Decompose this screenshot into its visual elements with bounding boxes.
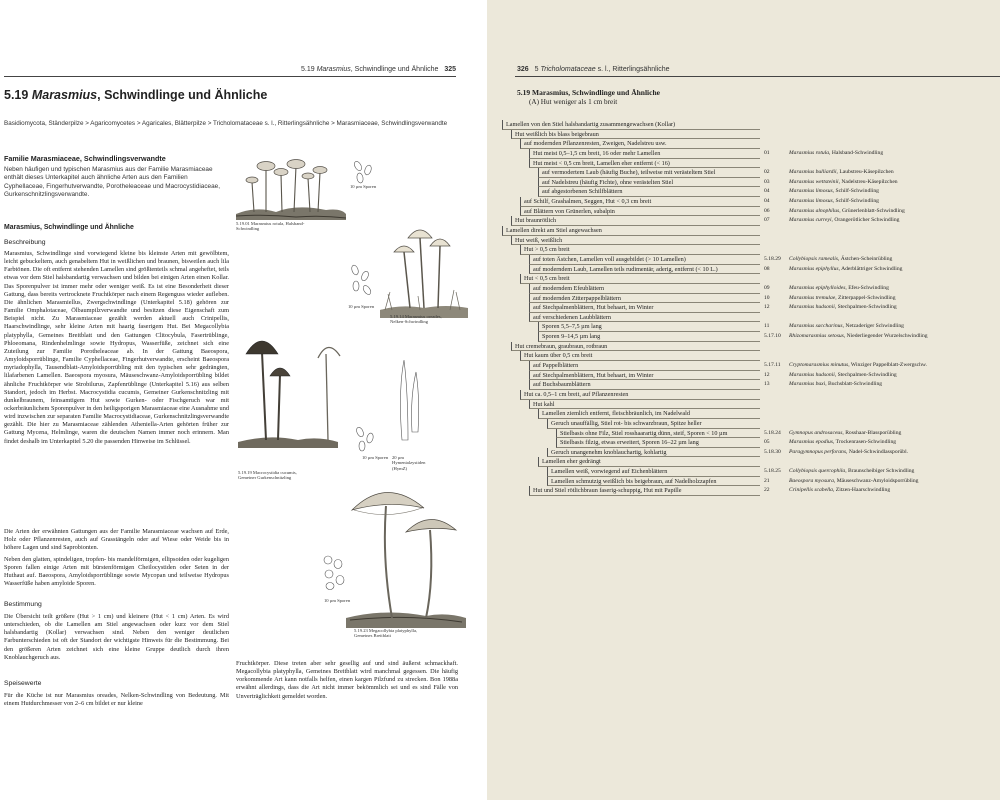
key-row [502,149,982,159]
key-result-number: 10 [764,294,770,301]
cystidia-fig-3 [394,352,424,442]
right-page [487,0,1000,800]
key-lead: Sporen 5,5–7,5 µm lang [538,322,760,332]
key-row [502,120,982,130]
key-row [502,419,982,429]
running-head-right: 326 5 Tricholomataceae s. l., Ritterlingsähnliche [517,66,670,73]
key-lead: Sporen 9–14,5 µm lang [538,332,760,342]
key-row [502,380,982,390]
macrocystidia-cucumis-illustration [238,330,348,450]
key-title: 5.19 Marasmius, Schwindlinge und Ähnliche [517,88,660,97]
key-lead: Hut weißlich bis blass beigebraun [511,130,760,140]
key-row [502,429,982,439]
key-lead: Stielbasis ohne Filz, Stiel rosshaarartig dünn, steif, Sporen < 10 µm [556,429,760,439]
key-result-number: 07 [764,217,770,224]
key-result-species: Marasmius wettsteinii, Nadelstreu-Käsepilzchen [789,178,898,185]
key-lead: auf moderndem Efeublättern [529,284,760,294]
key-row [502,448,982,458]
spores-fig-4 [320,552,350,592]
key-row [502,371,982,381]
marasmius-oreades-illustration [380,212,468,320]
key-row [502,216,982,226]
key-row [502,274,982,284]
key-result-number: 5.18.25 [764,468,781,475]
key-result-number: 08 [764,265,770,272]
key-result-species: Marasmius alnophilus, Grünerlenblatt-Schwindling [789,207,905,214]
beschreibung-text-2: Die Arten der erwähnten Gattungen aus der Familie Marasmiaceae wachsen auf Erde, Holz oder Pflanzenresten, auch auf Grasstängeln oder auf Wiese oder Weide bis in höhere Lagen und sind Saprobionten. [4,528,229,552]
key-row [502,322,982,332]
key-row [502,139,982,149]
key-result-number: 5.17.11 [764,362,781,369]
key-lead: auf verschiedenen Laubblättern [529,313,760,323]
left-page [0,0,487,800]
key-lead: Geruch unauffällig, Stiel rot- bis schwarzbraun, Spitze heller [547,419,760,429]
key-lead: Lamellen von den Stiel halsbandartig zusammengewachsen (Kollar) [502,120,760,130]
key-lead: auf vermodertem Laub (häufig Buche), teilweise mit verästeltem Stiel [538,168,760,178]
speisewerte-continued: Fruchtkörper. Diese treten aber sehr gesellig auf und sind äußerst schmackhaft. Megacollybia platyphylla, Gemeines Breitblatt wird manchmal gegessen. Die häufig vorkommende Art kann notfalls helfen, einen kargen Pilzfund zu strecken. Bon 1988a erwähnt allerdings, dass die Art nicht immer bekömmlich sei und es sind Fälle von Unverträglichkeit gemeldet worden. [236,660,458,700]
key-lead: auf Buchsbaumblättern [529,380,760,390]
key-row [502,178,982,188]
caption-fig-3-hymenial: 20 µm Hymenialzystiden (HymZ) [392,455,426,471]
key-lead: auf Stechpalmenblättern, Hut behaart, im Winter [529,371,760,381]
key-lead: auf moderndem Laub, Lamellen teils rudimentär, aderig, entfernt (< 10 L.) [529,265,760,275]
key-result-number: 02 [764,169,770,176]
key-result-number: 22 [764,487,770,494]
key-result-number: 06 [764,207,770,214]
key-row [502,187,982,197]
key-lead: Hut kaum über 0,5 cm breit [520,351,760,361]
key-result-number: 05 [764,439,770,446]
key-row [502,207,982,217]
key-result-number: 21 [764,477,770,484]
key-row [502,245,982,255]
genus-heading: Marasmius, Schwindlinge und Ähnliche [4,224,134,231]
header-rule-right [515,76,1000,77]
taxonomy-line: Basidiomycota, Ständerpilze > Agaricomycetes > Agaricales, Blätterpilze > Tricholomataceae s. l., Ritterlingsähnliche > Marasmiaceae, Schwindlingsverwandte [4,120,448,127]
key-result-species: Marasmius buxi, Buchsblatt-Schwindling [789,381,883,388]
key-lead: auf Nadelstreu (häufig Fichte), ohne verästelten Stiel [538,178,760,188]
key-result-species: Paragymnopus perforans, Nadel-Schwindlassporübl. [789,448,909,455]
key-lead: Hut meist < 0,5 cm breit, Lamellen eher entfernt (< 16) [529,159,760,169]
key-result-species: Marasmius limosus, Schilf-Schwindling [789,188,879,195]
bestimmung-heading: Bestimmung [4,601,42,608]
key-result-number: 5.17.10 [764,333,781,340]
caption-fig-3-spores: 10 µm Sporen [362,455,389,460]
key-row [502,332,982,342]
beschreibung-text-3: Neben den glatten, spindeligen, tropfen- bis mandelförmigen, ellipsoiden oder kugeligen Sporen fallen einige Arten mit bürstenförmigen Cheilocystiden oder Seten in der Huthaut auf. Baeospora, Amyloidsporrüblinge sowie Mycopan und teilweise Hydropus Wasserfüße haben amyloide Sporen. [4,556,229,588]
caption-fig-4-spores: 10 µm Sporen [324,598,351,603]
key-lead: auf modernden Pflanzenresten, Zweigen, Nadelstreu usw. [520,139,760,149]
key-row [502,313,982,323]
key-row [502,226,982,236]
key-lead: Hut und Stiel rötlichbraun faserig-schuppig, Hut mit Papille [529,486,760,496]
key-result-species: Marasmius bulliardii, Laubstreu-Käsepilzchen [789,169,894,176]
key-row [502,351,982,361]
key-result-species: Collybiopsis quercophila, Braunscheibiger Schwindling [789,468,915,475]
key-row [502,265,982,275]
key-lead: Hut ca. 0,5–1 cm breit, auf Pflanzenresten [520,390,760,400]
key-lead: auf Pappelblättern [529,361,760,371]
key-result-species: Marasmius limosus, Schilf-Schwindling [789,198,879,205]
key-lead: auf Stechpalmenblättern, Hut behaart, im Winter [529,303,760,313]
key-row [502,477,982,487]
key-result-number: 12 [764,304,770,311]
key-row [502,457,982,467]
caption-fig-1: 5.19.01 Marasmius rotula, Halsband-Schwindling [236,221,305,232]
beschreibung-heading: Beschreibung [4,239,46,246]
family-heading: Familie Marasmiaceae, Schwindlingsverwandte [4,154,166,163]
key-row [502,168,982,178]
key-lead: Lamellen direkt am Stiel angewachsen [502,226,760,236]
key-subtitle: (A) Hut weniger als 1 cm breit [529,98,618,106]
key-result-species: Marasmius tremulae, Zitterpappel-Schwindling [789,294,896,301]
key-lead: Hut weiß, weißlich [511,236,760,246]
key-row [502,438,982,448]
spores-fig-3 [350,424,380,458]
key-row [502,409,982,419]
key-lead: auf abgestorbenen Schilfblättern [538,187,760,197]
key-lead: Hut < 0,5 cm breit [520,274,760,284]
key-row [502,159,982,169]
key-lead: Lamellen schmutzig weißlich bis beigebraun, auf Nadelholzzapfen [547,477,760,487]
key-result-species: Collybiopsis ramealis, Ästchen-Scheinrübling [789,255,893,262]
key-result-species: Marasmius epodius, Trockenrasen-Schwindling [789,439,897,446]
key-result-species: Marasmius saccharinus, Netzaderiger Schwindling [789,323,904,330]
caption-fig-3: 5.19.19 Macrocystidia cucumis, Gemeiner Gurkenschnitzling [238,470,297,481]
key-row [502,284,982,294]
key-result-species: Marasmius rotula, Halsband-Schwindling [789,149,884,156]
key-result-number: 5.18.29 [764,255,781,262]
key-row [502,467,982,477]
speisewerte-heading: Speisewerte [4,680,42,687]
key-row [502,197,982,207]
key-result-species: Cryptomarasmius minutus, Winziger Pappelblatt-Zwergschw. [789,362,927,369]
key-row [502,486,982,496]
key-result-number: 5.18.24 [764,429,781,436]
key-row [502,342,982,352]
caption-fig-2-spores: 10 µm Sporen [348,304,375,309]
key-lead: Hut kahl [529,400,760,410]
key-row [502,294,982,304]
family-text: Neben häufigen und typischen Marasmius aus der Familie Marasmiaceae enthält dieses Unterkapitel auch ähnliche Arten aus den Familien Cyphellaceae, Fingerhutverwandte, Porotheleaceae und Macrocystidiaceae, Gurkenschnitzlingsverwandte. [4,166,220,199]
key-result-species: Rhizomarasmius setosus, Niederliegender Wurzelschwindling [789,333,928,340]
key-lead: Hut cremebraun, graubraun, rotbraun [511,342,760,352]
speisewerte-text: Für die Küche ist nur Marasmius oreades, Nelken-Schwindling von Bedeutung. Mit einem Hutdurchmesser von 2–6 cm bildet er nur kleine [4,692,229,708]
key-result-species: Marasmius hudsonii, Stechpalmen-Schwindling [789,371,897,378]
key-result-number: 12 [764,371,770,378]
beschreibung-text: Marasmius, Schwindlinge sind vorwiegend kleine bis kleinste Arten mit gewölbtem, leicht gebuckeltem, auch genabeltem Hut in weißlichen und braunen, bisweilen auch lila Farbtönen. Die oft entfernt stehenden Lamellen sind größtenteils schmal angeheftet, teils etwas vor dem Stiel halsbandartig verwachsen und bilden bei einigen Arten einen Kollar. Das Sporenpulver ist immer mehr oder weniger weiß. Es ist eine Besonderheit dieser Gattung, dass bereits vertrocknete Fruchtkörper nach einem Regenguss wieder aufleben. Die ähnlichen Marasmiellus, Zwergschwindlinge (Unterkapitel 5.18) gehören zur Familie Omphalotaceae, Ölbaumpilzverwandte und besitzen diese Eigenschaft zum Beispiel nicht. Zu Marasmiaceae gezählt werden aktuell auch Crinipellis, Haarschwindlinge, sehr kleine Arten mit haarig faserigem Hut. Bei Megacollybia platyphylla, Gemeines Breitblatt und den Gattungen Clitocybula, Fasertrüblinge, Phloeomana, Rindenhelmlinge sowie Hydropus, Wasserfüße, zeichnet sich eine Zuteilung zur Familie Porotheleaceae ab. In der Gattung Baeospora, Amyloidsporrüblinge, Familie Cyphellaceae, Fingerhutverwandte, erscheint Baeospora myriadophylla, Tausendblatt-Amyloidsporrübling mit den typischen sehr gedrängten, lilafarbenen Lamellen. Baeospora myosura, Mäuseschwanz-Amyloidsporrübling bildet ähnliche Fruchtkörper wie Strobilurus, Zapfenrüblinge (Unterkapitel 5.16) aus selben Standort, jedoch im Herbst. Macrocystidia cucumis, Gemeiner Gurkenschnitzling mit dunkelbraunem, feinsamtigem Hut sowie Gurken- oder Fischgeruch war mit ockerbräunlichem Sporenpulver in den heiligsporigen Marasmiaceae eine Ausnahme und wird inzwischen zur separaten Familie Macrocystidiaceae, Gurkenschnitzlingsverwandte gezählt. Die hier zu Marasmiaceae zählenden Atheniella-Arten gehörten früher zur Gattung Mycena, Helmlinge, waren die deutschen Namen immer noch erinnern. Man findet deshalb im Unterkapitel 5.20 die passenden Hinweise im Schlüssel. [4,250,229,445]
key-result-species: Marasmius hudsonii, Stechpalmen-Schwindling [789,304,897,311]
key-lead: auf Schilf, Grashalmen, Seggen, Hut < 0,3 cm breit [520,197,760,207]
caption-fig-1-spores: 10 µm Sporen [350,184,377,189]
key-result-species: Gymnopus androsaceus, Rosshaar-Blassporübling [789,429,902,436]
key-result-species: Baeospora myosura, Mäuseschwanz-Amyloidsporrübling [789,477,919,484]
key-lead: auf toten Ästchen, Lamellen voll ausgebildet (> 10 Lamellen) [529,255,760,265]
key-result-number: 03 [764,178,770,185]
key-lead: Geruch unangenehm knoblauchartig, kohlartig [547,448,760,458]
key-lead: Lamellen eher gedrängt [538,457,760,467]
megacollybia-platyphylla-illustration [346,470,466,630]
key-result-species: Marasmius epiphylloides, Efeu-Schwindling [789,284,889,291]
key-lead: Lamellen ziemlich entfernt, fleischbräunlich, im Nadelwald [538,409,760,419]
key-result-number: 04 [764,188,770,195]
key-lead: auf Blättern von Grünerlen, subalpin [520,207,760,217]
key-result-number: 09 [764,284,770,291]
key-row [502,255,982,265]
key-row [502,130,982,140]
running-head-left: 5.19 Marasmius, Schwindlinge und Ähnliche 325 [300,66,456,73]
key-row [502,236,982,246]
key-row [502,400,982,410]
key-result-number: 5.18.30 [764,448,781,455]
key-lead: auf modernden Zitterpappelblättern [529,294,760,304]
spores-fig-2 [346,262,376,298]
key-result-number: 11 [764,323,770,330]
page-title: 5.19 Marasmius, Schwindlinge und Ähnliche [4,88,268,102]
key-result-number: 04 [764,198,770,205]
marasmius-rotula-illustration [236,148,346,228]
caption-fig-2: 5.19.14 Marasmius oreades, Nelken-Schwindling [390,314,442,325]
key-row [502,390,982,400]
key-lead: Hut > 0,5 cm breit [520,245,760,255]
header-rule [4,76,456,77]
caption-fig-4: 5.19.23 Megacollybia platyphylla, Gemeines Breitblatt [354,628,418,639]
key-result-species: Marasmius curreyi, Orangerötlicher Schwindling [789,217,900,224]
key-result-number: 13 [764,381,770,388]
key-lead: Hut meist 0,5–1,5 cm breit, 16 oder mehr Lamellen [529,149,760,159]
key-result-number: 01 [764,149,770,156]
key-result-species: Crinipellis scabella, Zitzen-Haarschwindling [789,487,891,494]
identification-key [502,120,982,496]
key-lead: Stielbasis filzig, etwas erweitert, Sporen 16–22 µm lang [556,438,760,448]
key-lead: Hut braunrötlich [511,216,760,226]
key-row [502,303,982,313]
bestimmung-text: Die Übersicht teilt größere (Hut > 1 cm) und kleinere (Hut < 1 cm) Arten. Es wird unterschieden, ob die Lamellen am Stiel angewachsen oder kurz vor dem Stiel halsbandartig (Kollar) verwachsen sind. Neben den weniger deutlichen Farbunterschieden ist oft der Standort der wichtigste Hinweis für die Bestimmung. Bei den größeren Arten zeichnet sich eine kleine Gruppe deutlich durch ihren Knoblauchgeruch aus. [4,613,229,661]
key-row [502,361,982,371]
key-lead: Lamellen weiß, vorwiegend auf Eichenblättern [547,467,760,477]
key-result-species: Marasmius epiphyllus, Aderblättriger Schwindling [789,265,903,272]
